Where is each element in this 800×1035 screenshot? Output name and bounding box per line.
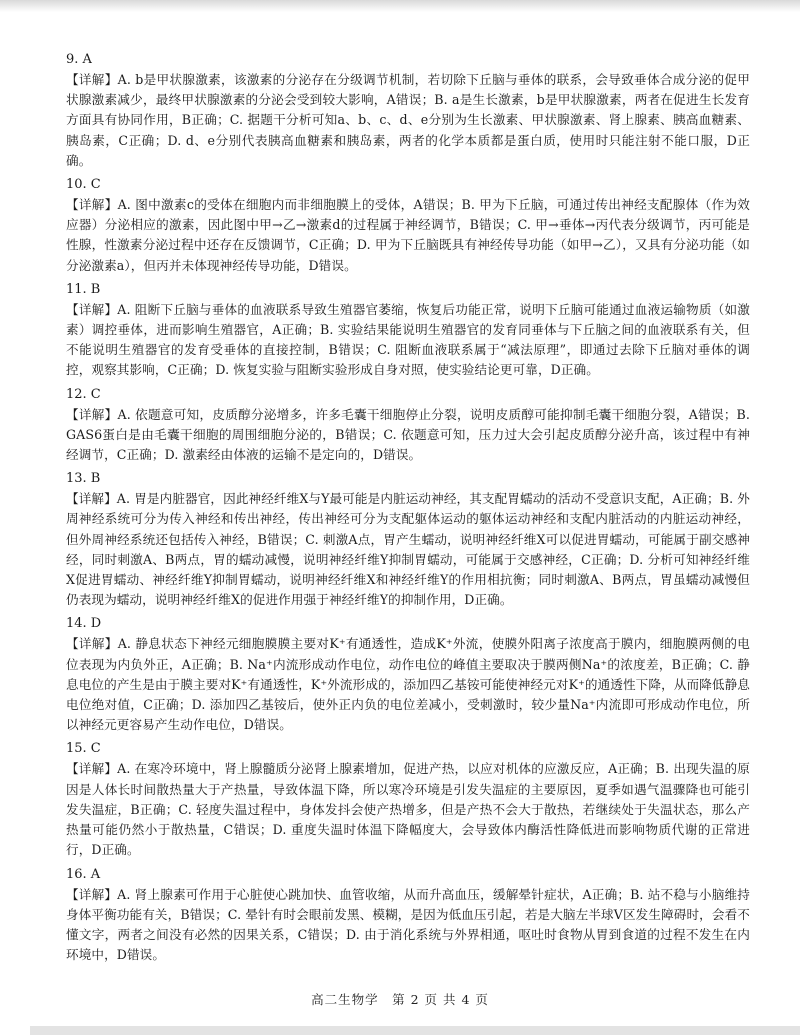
answer-9-explanation: 【详解】A. b是甲状腺激素，该激素的分泌存在分级调节机制，若切除下丘脑与垂体的联系，会导致垂体合成分泌的促甲状腺激素减少，最终甲状腺激素的分泌会受到较大影响，A错误；B. a是生长激素，b是甲状腺激素，两者在促进生长发育方面具有协同作用，B正确；C. 据题干分析可知a、b、c、d、e分别为生长激素、甲状腺激素、肾上腺素、胰高血糖素、胰岛素，C正确；D. d、e分别代表胰高血糖素和胰岛素，两者的化学本质都是蛋白质，使用时只能注射不能口服，D正确。 <box>66 72 750 168</box>
answer-15 <box>66 739 750 860</box>
answer-12-explanation: 【详解】A. 依题意可知，皮质醇分泌增多，许多毛囊干细胞停止分裂，说明皮质醇可能抑制毛囊干细胞分裂，A错误；B. GAS6蛋白是由毛囊干细胞的周围细胞分泌的，B错误；C. 依题意可知，压力过大会引起皮质醇分泌升高，该过程中有神经调节，C正确；D. 激素经由体液的运输不是定向的，D错误。 <box>66 406 750 463</box>
answer-15-key: 15. C <box>66 741 101 757</box>
answer-10-key: 10. C <box>66 177 101 193</box>
answer-10 <box>66 175 750 276</box>
answer-13-key: 13. B <box>66 471 101 487</box>
answer-11-key: 11. B <box>66 281 101 297</box>
answer-13 <box>66 469 750 610</box>
scan-bottom-edge <box>30 1026 800 1035</box>
answer-10-explanation: 【详解】A. 图中激素c的受体在细胞内而非细胞膜上的受体，A错误；B. 甲为下丘脑，可通过传出神经支配腺体（作为效应器）分泌相应的激素，因此图中甲→乙→激素d的过程属于神经调节，B错误；C. 甲→垂体→丙代表分级调节，丙可能是性腺，性激素分泌过程中还存在反馈调节，C正确；D. 甲为下丘脑既具有神经传导功能（如甲→乙），又具有分泌功能（如分泌激素a），但丙并未体现神经传导功能，D错误。 <box>66 197 750 273</box>
answer-11-explanation: 【详解】A. 阻断下丘脑与垂体的血液联系导致生殖器官萎缩，恢复后功能正常，说明下丘脑可能通过血液运输物质（如激素）调控垂体，进而影响生殖器官，A正确；B. 实验结果能说明生殖器官的发育同垂体与下丘脑之间的血液联系有关，但不能说明生殖器官的发育受垂体的直接控制，B错误；C. 阻断血液联系属于“减法原理”，即通过去除下丘脑对垂体的调控，观察其影响，C正确；D. 恢复实验与阻断实验形成自身对照，使实验结论更可靠，D正确。 <box>66 301 750 378</box>
answer-16 <box>66 865 750 966</box>
answer-9 <box>66 50 750 171</box>
answer-11 <box>66 280 750 381</box>
answer-12-key: 12. C <box>66 386 101 402</box>
page-footer: 高二生物学 第 2 页 共 4 页 <box>311 992 489 1007</box>
answer-14 <box>66 614 750 735</box>
answer-14-explanation: 【详解】A. 静息状态下神经元细胞膜膜主要对K⁺有通透性，造成K⁺外流，使膜外阳离子浓度高于膜内，细胞膜两侧的电位表现为内负外正，A正确；B. Na⁺内流形成动作电位，动作电位的峰值主要取决于膜两侧Na⁺的浓度差，B正确；C. 静息电位的产生是由于膜主要对K⁺有通透性，K⁺外流形成的，添加四乙基铵可能使神经元对K⁺的通透性下降，从而降低静息电位绝对值，C正确；D. 添加四乙基铵后，使外正内负的电位差减小，受刺激时，较少量Na⁺内流即可形成动作电位，所以神经元更容易产生动作电位，D错误。 <box>66 636 750 733</box>
answer-explanations <box>66 50 750 969</box>
answer-9-key: 9. A <box>66 52 92 67</box>
answer-14-key: 14. D <box>66 616 102 632</box>
answer-15-explanation: 【详解】A. 在寒冷环境中，肾上腺髓质分泌肾上腺素增加，促进产热，以应对机体的应激反应，A正确；B. 出现失温的原因是人体长时间散热量大于产热量，导致体温下降，所以寒冷环境是引发失温症的主要原因，夏季如遇气温骤降也可能引发失温症，B正确；C. 轻度失温过程中，身体发抖会使产热增多，但是产热不会大于散热，若继续处于失温状态，那么产热量可能仍然小于散热量，C错误；D. 重度失温时体温下降幅度大，会导致体内酶活性降低进而影响物质代谢的正常进行，D正确。 <box>66 761 750 858</box>
scan-top-shadow <box>0 0 800 12</box>
answer-13-explanation: 【详解】A. 胃是内脏器官，因此神经纤维X与Y最可能是内脏运动神经，其支配胃蠕动的活动不受意识支配，A正确；B. 外周神经系统可分为传入神经和传出神经，传出神经可分为支配躯体运动的躯体运动神经和支配内脏活动的内脏运动神经，但外周神经系统还包括传入神经，B错误；C. 刺激A点，胃产生蠕动，说明神经纤维X可以促进胃蠕动，可能属于副交感神经，同时刺激A、B两点，胃的蠕动减慢，说明神经纤维Y抑制胃蠕动，可能属于交感神经，C正确；D. 分析可知神经纤维X促进胃蠕动、神经纤维Y抑制胃蠕动，说明神经纤维X和神经纤维Y的作用相抗衡；同时刺激A、B两点，胃虽蠕动减慢但仍表现为蠕动，说明神经纤维X的促进作用强于神经纤维Y的抑制作用，D正确。 <box>66 491 750 608</box>
answer-16-explanation: 【详解】A. 肾上腺素可作用于心脏使心跳加快、血管收缩，从而升高血压，缓解晕针症状，A正确；B. 站不稳与小脑维持身体平衡功能有关，B错误；C. 晕针有时会眼前发黑、模糊，是因为低血压引起，若是大脑左半球V区发生障碍时，会看不懂文字，两者之间没有必然的因果关系，C错误；D. 由于消化系统与外界相通，呕吐时食物从胃到食道的过程不发生在内环境中，D错误。 <box>66 886 750 963</box>
answer-12 <box>66 385 750 466</box>
answer-16-key: 16. A <box>66 866 101 882</box>
